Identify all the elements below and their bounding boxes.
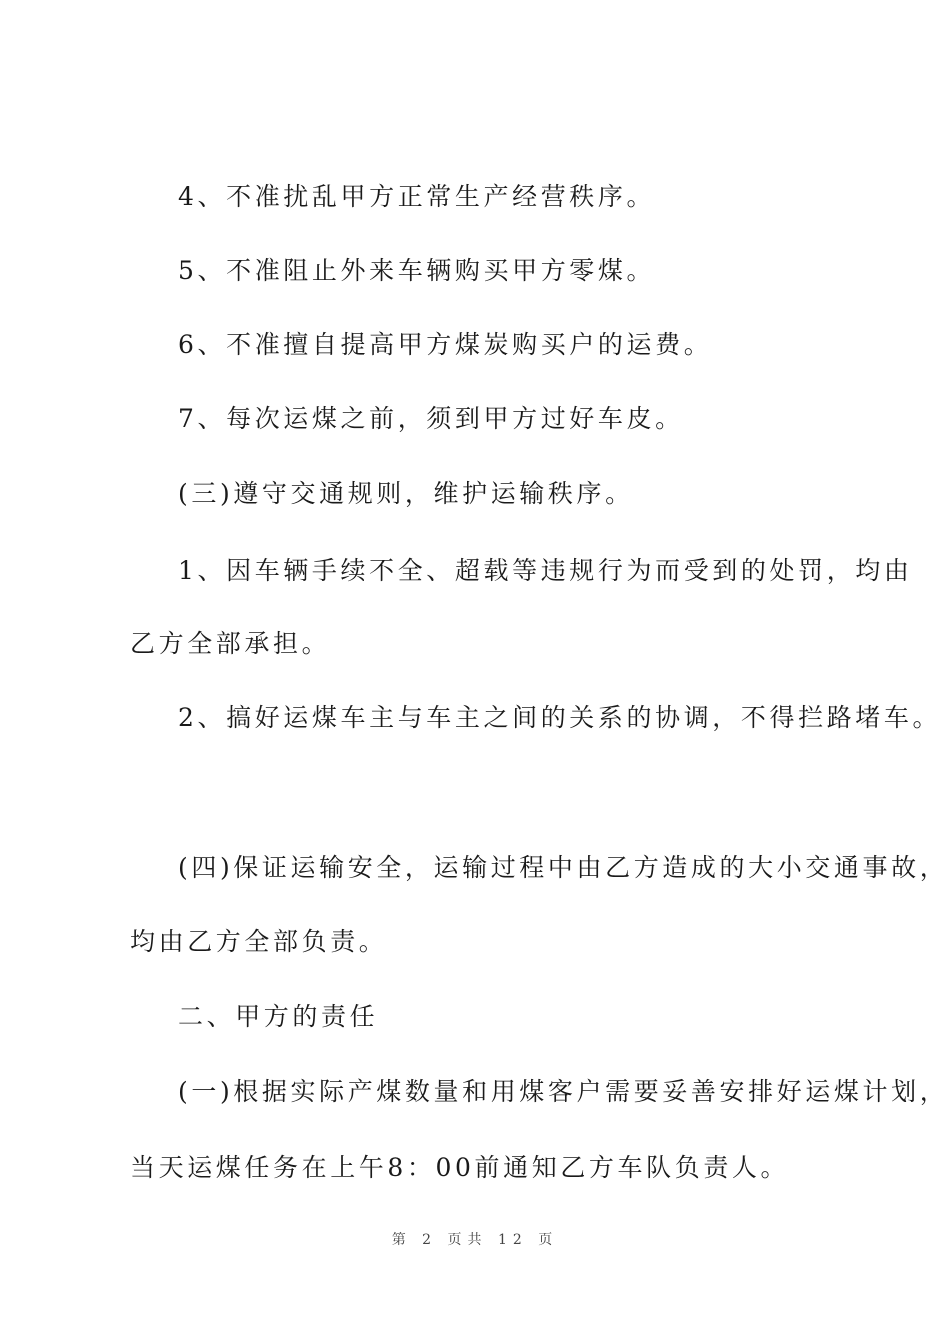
paragraph-line: (一)根据实际产煤数量和用煤客户需要妥善安排好运煤计划， [178, 1077, 949, 1106]
paragraph-line: 当天运煤任务在上午8：00前通知乙方车队负责人。 [130, 1153, 790, 1182]
paragraph-line: 4、不准扰乱甲方正常生产经营秩序。 [178, 182, 656, 211]
paragraph-line: 7、每次运煤之前，须到甲方过好车皮。 [178, 404, 684, 433]
paragraph-line: 5、不准阻止外来车辆购买甲方零煤。 [178, 256, 656, 285]
section-heading: 二、甲方的责任 [178, 1002, 379, 1031]
paragraph-line: (三)遵守交通规则，维护运输秩序。 [178, 479, 634, 508]
paragraph-line: 6、不准擅自提高甲方煤炭购买户的运费。 [178, 330, 713, 359]
paragraph-line: 均由乙方全部负责。 [130, 927, 388, 956]
page-number-footer: 第 2 页共 12 页 [391, 1232, 559, 1248]
paragraph-line: 乙方全部承担。 [130, 629, 331, 658]
paragraph-line: 1、因车辆手续不全、超载等违规行为而受到的处罚，均由 [178, 556, 913, 585]
paragraph-line: 2、搞好运煤车主与车主之间的关系的协调，不得拦路堵车。 [178, 703, 942, 732]
paragraph-line: (四)保证运输安全，运输过程中由乙方造成的大小交通事故， [178, 853, 949, 882]
